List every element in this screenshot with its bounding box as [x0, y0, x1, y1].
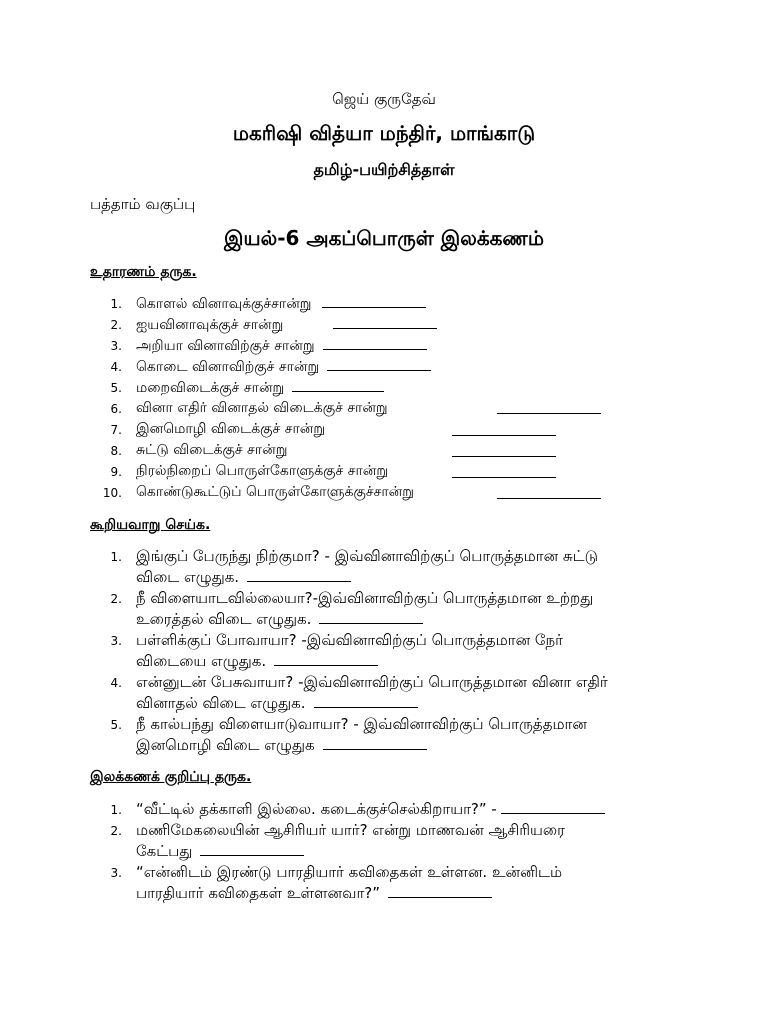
- list-item-line1: நீ கால்பந்து விளையாடுவாயா? - இவ்வினாவிற்குப் பொருத்தமான: [136, 715, 587, 733]
- list-item-number: 10.: [102, 486, 122, 500]
- list-item: [136, 421, 325, 439]
- list-item: [136, 442, 287, 460]
- list-item-number: 7.: [110, 423, 122, 437]
- answer-blank[interactable]: [333, 316, 437, 329]
- list-item-number: 3.: [110, 866, 122, 880]
- list-item-text: இனமொழி விடைக்குச் சான்று: [136, 421, 326, 437]
- list-item-number: 5.: [110, 381, 122, 395]
- list-item-text: நிரல்நிறைப் பொருள்கோளுக்குச் சான்று: [136, 463, 389, 479]
- answer-blank[interactable]: [274, 653, 378, 666]
- list-item-text: வினா எதிர் வினாதல் விடைக்குச் சான்று: [136, 400, 388, 416]
- list-item-number: 3.: [110, 634, 122, 648]
- list-item-line2: [136, 694, 418, 714]
- list-item-number: 4.: [110, 360, 122, 374]
- list-item-line1: நீ விளையாடவில்லையா?-இவ்வினாவிற்குப் பொருத்தமான உற்றது: [136, 589, 594, 607]
- list-item-number: 8.: [110, 444, 122, 458]
- section1-heading: உதாரணம் தருக.: [90, 264, 197, 280]
- list-item: [136, 358, 431, 377]
- answer-blank[interactable]: [319, 611, 423, 624]
- list-item-text: பாரதியார் கவிதைகள் உள்ளனவா?”: [136, 884, 381, 902]
- list-item-text: இனமொழி விடை எழுதுக: [136, 736, 315, 754]
- list-item-number: 1.: [110, 803, 122, 817]
- list-item-line1: என்னுடன் பேசுவாயா? -இவ்வினாவிற்குப் பொருத்தமான வினா எதிர்: [136, 673, 608, 691]
- section3-heading: இலக்கணக் குறிப்பு தருக.: [90, 769, 252, 785]
- list-item: [136, 400, 388, 418]
- list-item-text: விடையை எழுதுக.: [136, 652, 267, 670]
- list-item: [136, 337, 427, 356]
- list-item-number: 5.: [110, 718, 122, 732]
- list-item-line1: மணிமேகலையின் ஆசிரியர் யார்? என்று மாணவன் ஆசிரியரை: [136, 821, 565, 839]
- list-item-text: மறைவிடைக்குச் சான்று: [136, 380, 285, 396]
- answer-blank[interactable]: [247, 569, 351, 582]
- list-item-line2: [136, 568, 351, 588]
- list-item-number: 2.: [110, 318, 122, 332]
- answer-blank[interactable]: [497, 486, 601, 499]
- answer-blank[interactable]: [501, 801, 605, 814]
- list-item-text: கொடை வினாவிற்குச் சான்று: [136, 359, 320, 375]
- list-item-number: 2.: [110, 592, 122, 606]
- invocation: ஜெய் குருதேவ்: [332, 90, 436, 108]
- list-item-number: 3.: [110, 339, 122, 353]
- class-label: பத்தாம் வகுப்பு: [90, 195, 196, 213]
- list-item: [136, 316, 437, 335]
- list-item-number: 2.: [110, 824, 122, 838]
- list-item: [136, 295, 426, 314]
- list-item-text: உரைத்தல் விடை எழுதுக.: [136, 610, 312, 628]
- list-item-line2: [136, 736, 427, 756]
- answer-blank[interactable]: [452, 444, 556, 457]
- list-item-text: ஐயவினாவுக்குச் சான்று: [136, 317, 284, 333]
- answer-blank[interactable]: [322, 295, 426, 308]
- answer-blank[interactable]: [200, 843, 304, 856]
- answer-blank[interactable]: [314, 695, 418, 708]
- list-item-line1: பள்ளிக்குப் போவாயா? -இவ்வினாவிற்குப் பொருத்தமான நேர்: [136, 631, 564, 649]
- answer-blank[interactable]: [292, 379, 384, 392]
- answer-blank[interactable]: [452, 423, 556, 436]
- list-item-number: 9.: [110, 465, 122, 479]
- list-item-number: 1.: [110, 297, 122, 311]
- list-item-line2: [136, 884, 492, 904]
- chapter-title: இயல்-6 அகப்பொருள் இலக்கணம்: [224, 226, 544, 250]
- list-item-number: 6.: [110, 402, 122, 416]
- list-item-text: அறியா வினாவிற்குச் சான்று: [136, 338, 315, 354]
- list-item-number: 4.: [110, 676, 122, 690]
- answer-blank[interactable]: [388, 885, 492, 898]
- section2-heading: கூறியவாறு செய்க.: [90, 517, 211, 533]
- list-item-line1: [136, 800, 605, 820]
- list-item-number: 1.: [110, 550, 122, 564]
- list-item-line2: [136, 610, 423, 630]
- list-item-line1: “என்னிடம் இரண்டு பாரதியார் கவிதைகள் உள்ளன. உன்னிடம்: [136, 863, 563, 881]
- answer-blank[interactable]: [323, 337, 427, 350]
- list-item-line2: [136, 652, 378, 672]
- subject-title: தமிழ்-பயிற்சித்தாள்: [313, 160, 455, 179]
- list-item-line1: இங்குப் பேருந்து நிற்குமா? - இவ்வினாவிற்குப் பொருத்தமான சுட்டு: [136, 547, 598, 565]
- list-item: [136, 463, 388, 481]
- list-item: [136, 484, 414, 502]
- list-item-text: கொண்டுகூட்டுப் பொருள்கோளுக்குச்சான்று: [136, 484, 414, 500]
- list-item: [136, 379, 384, 398]
- list-item-text: கேட்பது: [136, 842, 193, 860]
- list-item-text: விடை எழுதுக.: [136, 568, 240, 586]
- list-item-text: வினாதல் விடை எழுதுக.: [136, 694, 306, 712]
- answer-blank[interactable]: [497, 401, 601, 414]
- answer-blank[interactable]: [323, 737, 427, 750]
- list-item-line2: [136, 842, 304, 862]
- list-item-text: “வீட்டில் தக்காளி இல்லை. கடைக்குச்செல்கிறாயா?” -: [136, 800, 497, 818]
- school-name: மகரிஷி வித்யா மந்திர், மாங்காடு: [232, 121, 536, 145]
- answer-blank[interactable]: [327, 358, 431, 371]
- list-item-text: கொளல் வினாவுக்குச்சான்று: [136, 296, 312, 312]
- list-item-text: சுட்டு விடைக்குச் சான்று: [136, 442, 288, 458]
- answer-blank[interactable]: [452, 465, 556, 478]
